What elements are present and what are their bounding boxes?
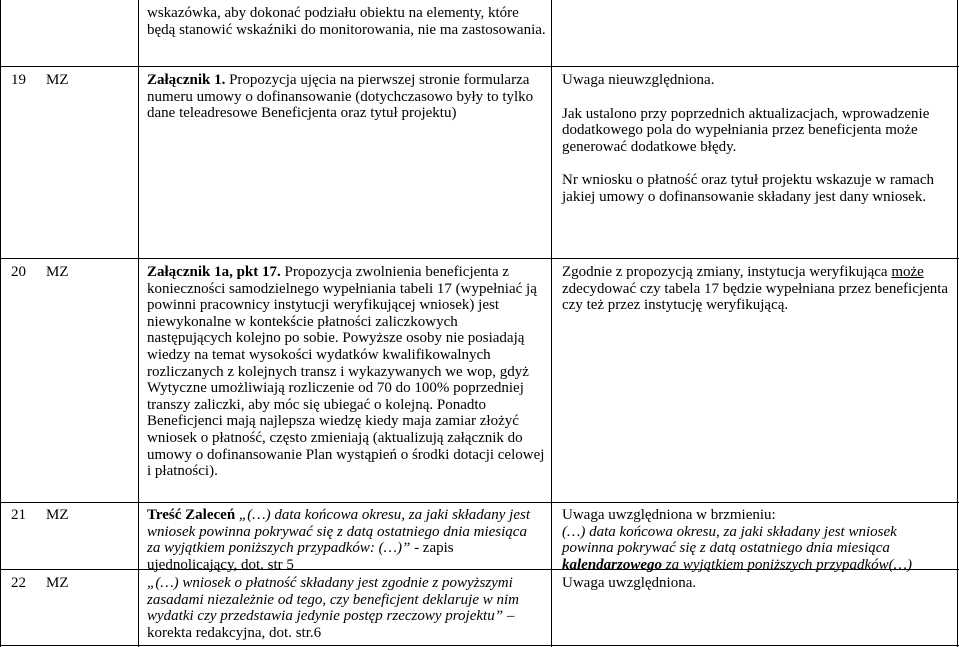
row-number: 20: [11, 264, 26, 280]
response-status: Uwaga nieuwzględniona.: [562, 72, 715, 88]
column-divider: [138, 0, 139, 647]
proposal-text: Propozycja zwolnienia beneficjenta z konieczności samodzielnego wypełniania tabeli 17 (wypełniać ją powinni pracownicy instytucji weryfikującej wniosek) jest niewykonalne w kontekście płatności zaliczkowych następujących kolejno po sobie. Powyższe osoby nie posiadają wiedzy na temat wysokości wydatków kwalifikowalnych rozliczanych z kolejnych transz i wykazywanych we wop, gdyż Wytyczne umożliwiają rozliczenie od 70 do 100% poprzedniej transzy zaliczki, aby móc się ubiegać o kolejną. Ponadto Beneficjenci mają najlepsza wiedzę kiedy maja zamiar złożyć wniosek o płatność, często zmieniają (aktualizują załącznik do umowy o dofinansowanie Plan wystąpień o środki dotacji celowej i płatności).: [147, 264, 545, 480]
proposal-text: – korekta redakcyjna, dot. str.6: [147, 608, 515, 641]
proposal-text: - zapis ujednolicający, dot. str 5: [147, 540, 454, 573]
row-author: MZ: [46, 264, 69, 280]
proposal-quote: „(…) data końcowa okresu, za jaki składany jest wniosek powinna pokrywać się z datą ostatniego dnia miesiąca za wyjątkiem poniższych przypadków: (…)”: [147, 507, 530, 557]
response-quote-text: za wyjątkiem poniższych przypadków(…): [662, 556, 912, 573]
row-author: MZ: [46, 575, 69, 591]
response-cell: [562, 575, 952, 592]
response-quote-text: (…) data końcowa okresu, za jaki składany jest wniosek powinna pokrywać się z datą ostatniego dnia miesiąca: [562, 523, 897, 557]
proposal-heading: Treść Zaleceń: [147, 507, 236, 523]
response-emphasis: może: [891, 264, 924, 280]
proposal-text: wskazówka, aby dokonać podziału obiektu na elementy, które będą stanowić wskaźniki do monitorowania, nie ma zastosowania.: [147, 5, 546, 38]
response-cell: [562, 72, 947, 206]
proposal-cell: [147, 575, 543, 641]
row-divider: [0, 66, 959, 67]
proposal-quote: „(…) wniosek o płatność składany jest zgodnie z powyższymi zasadami niezależnie od tego, czy beneficjent deklaruje w nim wydatki czy przedstawia jedynie postęp rzeczowy projektu”: [147, 575, 520, 625]
response-status: Uwaga uwzględniona w brzmieniu:: [562, 507, 776, 523]
table-border-left: [0, 0, 1, 647]
proposal-text: Propozycja ujęcia na pierwszej stronie formularza numeru umowy o dofinansowanie (dotychczasowo były to tylko dane teleadresowe Beneficjenta oraz tytuł projektu): [147, 72, 534, 122]
proposal-heading: Załącznik 1.: [147, 72, 226, 88]
proposal-heading: Załącznik 1a, pkt 17.: [147, 264, 281, 280]
response-cell: [562, 264, 952, 314]
response-emphasis: kalendarzowego: [562, 556, 663, 573]
proposal-cell: [147, 507, 543, 573]
row-author: MZ: [46, 72, 69, 88]
table-border-bottom: [0, 645, 959, 646]
response-text: Zgodnie z propozycją zmiany, instytucja weryfikująca: [562, 264, 892, 280]
row-number: 21: [11, 507, 26, 523]
column-divider: [551, 0, 552, 647]
row-number: 19: [11, 72, 26, 88]
row-author: MZ: [46, 507, 69, 523]
response-quote: [562, 524, 952, 574]
response-cell: [562, 507, 952, 573]
proposal-cell: [147, 264, 545, 480]
response-status: Uwaga uwzględniona.: [562, 575, 697, 591]
table-border-right: [957, 0, 958, 647]
response-text: Nr wniosku o płatność oraz tytuł projektu wskazuje w ramach jakiej umowy o dofinansowanie składany jest dany wniosek.: [562, 172, 934, 205]
response-text: zdecydować czy tabela 17 będzie wypełniana przez beneficjenta czy też przez instytucję weryfikującą.: [562, 280, 949, 314]
row-number: 22: [11, 575, 26, 591]
table-row: [147, 5, 547, 38]
row-divider: [0, 258, 959, 259]
proposal-cell: [147, 72, 547, 122]
row-divider: [0, 502, 959, 503]
response-text: Jak ustalono przy poprzednich aktualizacjach, wprowadzenie dodatkowego pola do wypełniania przez beneficjenta może generować dodatkowe błędy.: [562, 105, 930, 155]
